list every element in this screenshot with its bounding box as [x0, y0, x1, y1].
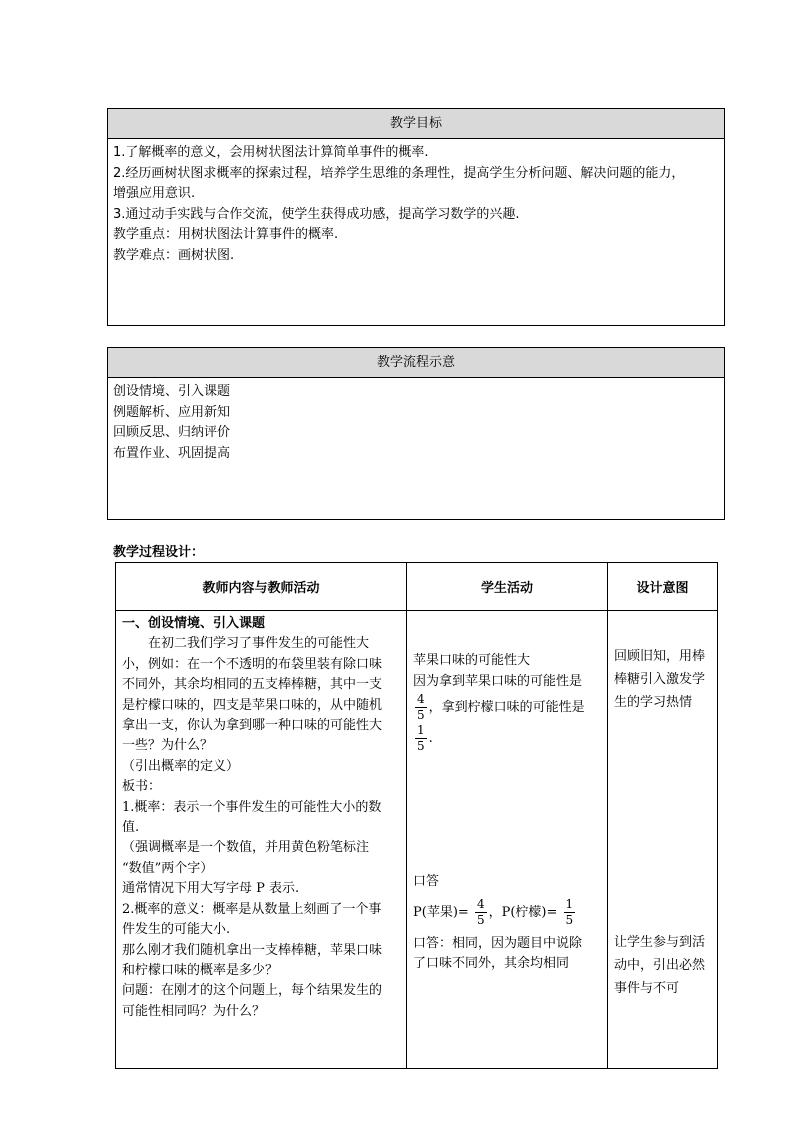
flow-step: 布置作业、巩固提高 [113, 445, 231, 461]
probability-formula: P(苹果)= $\frac{4}{5}$ ，P(柠檬)= $\frac{1}{5}$ [413, 896, 574, 927]
fraction: $\frac{4}{5}$ [417, 692, 425, 722]
process-design-table [115, 562, 718, 1069]
intent-text: 回顾旧知，用棒棒糖引入激发学生的学习热情 [614, 649, 706, 710]
student-line: 苹果口味的可能性大 [413, 653, 531, 668]
header-intent: 设计意图 [608, 563, 718, 611]
teacher-line: 通常情况下用大写字母 P 表示. [122, 881, 300, 897]
teaching-flow-title: 教学流程示意 [108, 348, 724, 378]
teacher-line: “数值”两个字） [122, 860, 214, 876]
teaching-goals-box [107, 108, 725, 326]
teacher-line: 可能性相同吗？为什么？ [122, 1003, 266, 1019]
student-line: 因为拿到苹果口味的可能性是 [413, 673, 583, 689]
fraction: $\frac{1}{5}$ [417, 723, 425, 753]
teacher-line: （引出概率的定义） [122, 758, 240, 774]
student-line: $\frac{1}{5}$ . [417, 723, 433, 753]
teacher-line: 2.概率的意义：概率是从数量上刻画了一个事 [122, 901, 382, 917]
teacher-line: 板书： [122, 779, 162, 795]
teaching-goals-content [108, 139, 724, 266]
fraction: $\frac{1}{5}$ [565, 896, 574, 927]
teacher-line: 件发生的可能大小. [122, 922, 231, 938]
teacher-line: （强调概率是一个数值，并用黄色粉笔标注 [122, 840, 370, 856]
teaching-goals-title: 教学目标 [108, 109, 724, 139]
student-answer-label: 口答 [413, 874, 440, 889]
teaching-flow-content [108, 378, 724, 464]
goal-line: 1.了解概率的意义，会用树状图法计算简单事件的概率. [113, 145, 429, 160]
teacher-line: 那么刚才我们随机拿出一支棒棒糖，苹果口味 [122, 942, 383, 958]
student-line: 口答：相同，因为题目中说除 [413, 935, 583, 951]
header-teacher: 教师内容与教师活动 [116, 563, 407, 611]
teacher-line: 拿出一支，你认为拿到哪一种口味的可能性大 [122, 718, 383, 734]
teacher-line: 在初二我们学习了事件发生的可能性大 [122, 636, 370, 652]
student-activity-cell [407, 611, 608, 1069]
flow-step: 创设情境、引入课题 [113, 384, 231, 399]
teacher-activity-cell [116, 611, 407, 1069]
teacher-line: 问题：在刚才的这个问题上，每个结果发生的 [122, 983, 383, 999]
table-header-row [116, 563, 718, 611]
teacher-line: 一些？为什么？ [122, 738, 214, 754]
goal-line: 增强应用意识. [113, 186, 196, 201]
fraction: $\frac{4}{5}$ [476, 896, 485, 927]
teacher-line: 小，例如：在一个不透明的布袋里装有除口味 [122, 656, 383, 672]
process-design-label: 教学过程设计： [113, 545, 205, 560]
flow-step: 例题解析、应用新知 [113, 404, 231, 420]
teacher-line: 1.概率：表示一个事件发生的可能性大小的数 [122, 799, 382, 815]
goal-difficulty: 教学难点：画树状图. [113, 247, 235, 263]
intent-text: 让学生参与到活动中，引出必然事件与不可 [614, 935, 706, 996]
teacher-line: 值. [122, 820, 140, 836]
table-row [116, 611, 718, 1069]
header-student: 学生活动 [407, 563, 608, 611]
teacher-line: 和柠檬口味的概率是多少？ [122, 962, 279, 978]
flow-step: 回顾反思、归纳评价 [113, 425, 231, 440]
teacher-line: 不同外，其余均相同的五支棒棒糖，其中一支 [122, 677, 383, 693]
section-heading: 一、创设情境、引入课题 [122, 616, 266, 631]
teaching-flow-box [107, 347, 725, 520]
design-intent-cell [608, 611, 718, 1069]
teacher-line: 是柠檬口味的，四支是苹果口味的，从中随机 [122, 697, 383, 713]
goal-line: 3.通过动手实践与合作交流，使学生获得成功感，提高学习数学的兴趣. [113, 206, 520, 222]
goal-line: 2.经历画树状图求概率的探索过程，培养学生思维的条理性，提高学生分析问题、解决问题的能力， [113, 165, 685, 181]
student-line: $\frac{4}{5}$ ，拿到柠檬口味的可能性是 [417, 692, 585, 722]
goal-key-point: 教学重点：用树状图法计算事件的概率. [113, 227, 339, 242]
student-line: 了口味不同外，其余均相同 [413, 956, 570, 971]
